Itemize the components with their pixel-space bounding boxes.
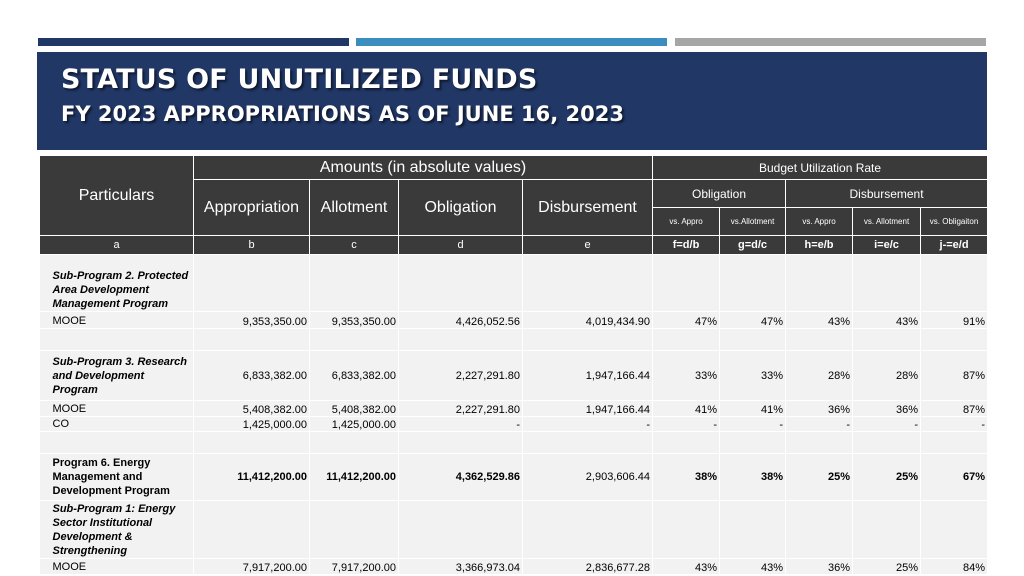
table-cell: 43%	[720, 559, 786, 575]
table-cell: 6,833,382.00	[310, 351, 399, 401]
header-vs-obligation: vs. Obligaiton	[921, 208, 988, 236]
table-cell: 91%	[921, 312, 988, 329]
table-cell: 25%	[853, 559, 921, 575]
table-cell	[653, 255, 720, 312]
code-c: c	[310, 236, 399, 255]
table-row	[40, 401, 988, 417]
table-row	[40, 312, 988, 329]
table-cell	[921, 255, 988, 312]
code-b: b	[194, 236, 310, 255]
table-row	[40, 559, 988, 575]
table-cell	[921, 501, 988, 559]
table-cell: 1,425,000.00	[194, 417, 310, 432]
code-a: a	[40, 236, 194, 255]
code-j: j-=e/d	[921, 236, 988, 255]
table-cell: 5,408,382.00	[194, 401, 310, 417]
table-cell: -	[720, 417, 786, 432]
table-cell	[921, 329, 988, 351]
table-cell: 25%	[786, 454, 853, 501]
table-cell	[786, 432, 853, 454]
table-cell	[853, 501, 921, 559]
accent-stripe-navy	[38, 38, 349, 46]
table-cell: 43%	[786, 312, 853, 329]
table-cell	[653, 432, 720, 454]
table-cell: -	[921, 417, 988, 432]
table-cell: 33%	[653, 351, 720, 401]
table-cell	[194, 255, 310, 312]
table-cell: 1,947,166.44	[523, 401, 653, 417]
table-cell: 2,903,606.44	[523, 454, 653, 501]
table-cell: 7,917,200.00	[310, 559, 399, 575]
table-cell: 5,408,382.00	[310, 401, 399, 417]
table-cell	[523, 329, 653, 351]
header-disbursement-group: Disbursement	[786, 180, 988, 208]
table-cell: -	[853, 417, 921, 432]
table-cell	[720, 432, 786, 454]
title-band	[37, 52, 987, 150]
table-body	[40, 255, 988, 575]
table-cell	[523, 255, 653, 312]
header-particulars: Particulars	[40, 156, 194, 236]
table-cell: 84%	[921, 559, 988, 575]
table-row	[40, 329, 988, 351]
table-cell	[399, 501, 523, 559]
table-cell	[786, 329, 853, 351]
table-cell	[194, 432, 310, 454]
table-cell: 47%	[653, 312, 720, 329]
slide-subtitle: FY 2023 APPROPRIATIONS AS OF JUNE 16, 2023	[61, 102, 624, 126]
code-f: f=d/b	[653, 236, 720, 255]
header-vs-allotment-obligation: vs.Allotment	[720, 208, 786, 236]
table-row	[40, 417, 988, 432]
table-cell	[310, 432, 399, 454]
table-cell: 25%	[853, 454, 921, 501]
table-cell	[194, 501, 310, 559]
table-cell: 87%	[921, 351, 988, 401]
table-cell	[653, 501, 720, 559]
table-cell: 38%	[653, 454, 720, 501]
row-label: CO	[40, 417, 194, 432]
table-cell: 2,227,291.80	[399, 351, 523, 401]
row-label: MOOE	[40, 559, 194, 575]
table-cell: 47%	[720, 312, 786, 329]
header-obligation: Obligation	[399, 180, 523, 236]
table-cell: 6,833,382.00	[194, 351, 310, 401]
table-cell: 1,947,166.44	[523, 351, 653, 401]
accent-stripe-gray	[675, 38, 986, 46]
table-cell: 41%	[720, 401, 786, 417]
table-row	[40, 454, 988, 501]
row-label: MOOE	[40, 312, 194, 329]
table-cell: -	[786, 417, 853, 432]
table-row	[40, 432, 988, 454]
funds-table	[39, 155, 988, 575]
header-vs-allotment-disbursement: vs. Allotment	[853, 208, 921, 236]
table-cell	[853, 255, 921, 312]
table-cell: -	[653, 417, 720, 432]
table-cell: 4,019,434.90	[523, 312, 653, 329]
table-cell: 2,227,291.80	[399, 401, 523, 417]
table-cell	[310, 255, 399, 312]
table-cell: 36%	[786, 559, 853, 575]
table-cell: 11,412,200.00	[310, 454, 399, 501]
row-label: Sub-Program 3. Research and Development Program	[40, 351, 194, 401]
table-cell	[853, 329, 921, 351]
table-cell: 4,426,052.56	[399, 312, 523, 329]
table-cell: 41%	[653, 401, 720, 417]
table-cell	[399, 255, 523, 312]
table-cell: 4,362,529.86	[399, 454, 523, 501]
table-cell	[720, 255, 786, 312]
table-cell: 87%	[921, 401, 988, 417]
table-cell: 33%	[720, 351, 786, 401]
table-cell	[523, 432, 653, 454]
slide-title: STATUS OF UNUTILIZED FUNDS	[61, 64, 538, 95]
table-cell	[786, 501, 853, 559]
table-cell	[653, 329, 720, 351]
table-cell: 28%	[853, 351, 921, 401]
table-cell	[310, 329, 399, 351]
table-cell: 36%	[786, 401, 853, 417]
table-cell: 43%	[853, 312, 921, 329]
table-cell	[194, 329, 310, 351]
table-cell: 1,425,000.00	[310, 417, 399, 432]
row-label: Sub-Program 1: Energy Sector Institutional Development & Strengthening	[40, 501, 194, 559]
header-disbursement: Disbursement	[523, 180, 653, 236]
row-label	[40, 329, 194, 351]
table-cell	[399, 329, 523, 351]
code-i: i=e/c	[853, 236, 921, 255]
header-amounts: Amounts (in absolute values)	[194, 156, 653, 180]
table-cell: 43%	[653, 559, 720, 575]
table-cell: 67%	[921, 454, 988, 501]
table-cell	[399, 432, 523, 454]
table-cell: 2,836,677.28	[523, 559, 653, 575]
table-row	[40, 501, 988, 559]
table-cell	[523, 501, 653, 559]
row-label: MOOE	[40, 401, 194, 417]
table-cell: 11,412,200.00	[194, 454, 310, 501]
header-appropriation: Appropriation	[194, 180, 310, 236]
row-label: Program 6. Energy Management and Development Program	[40, 454, 194, 501]
table-cell: 9,353,350.00	[194, 312, 310, 329]
row-label	[40, 432, 194, 454]
table-cell	[921, 432, 988, 454]
table-cell	[720, 501, 786, 559]
code-h: h=e/b	[786, 236, 853, 255]
table-cell: 38%	[720, 454, 786, 501]
table-cell	[720, 329, 786, 351]
table-row	[40, 255, 988, 312]
header-vs-appro-disbursement: vs. Appro	[786, 208, 853, 236]
table-cell: 36%	[853, 401, 921, 417]
header-budget-rate: Budget Utilization Rate	[653, 156, 988, 180]
table-cell: -	[399, 417, 523, 432]
header-vs-appro-obligation: vs. Appro	[653, 208, 720, 236]
header-allotment: Allotment	[310, 180, 399, 236]
row-label: Sub-Program 2. Protected Area Development Management Program	[40, 255, 194, 312]
code-d: d	[399, 236, 523, 255]
table-cell: 9,353,350.00	[310, 312, 399, 329]
accent-stripe-blue	[356, 38, 667, 46]
table-cell	[786, 255, 853, 312]
code-g: g=d/c	[720, 236, 786, 255]
code-e: e	[523, 236, 653, 255]
header-obligation-group: Obligation	[653, 180, 786, 208]
table-cell	[853, 432, 921, 454]
table-cell	[310, 501, 399, 559]
table-row	[40, 351, 988, 401]
table-cell: 3,366,973.04	[399, 559, 523, 575]
table-cell: 28%	[786, 351, 853, 401]
table-cell: -	[523, 417, 653, 432]
table-cell: 7,917,200.00	[194, 559, 310, 575]
